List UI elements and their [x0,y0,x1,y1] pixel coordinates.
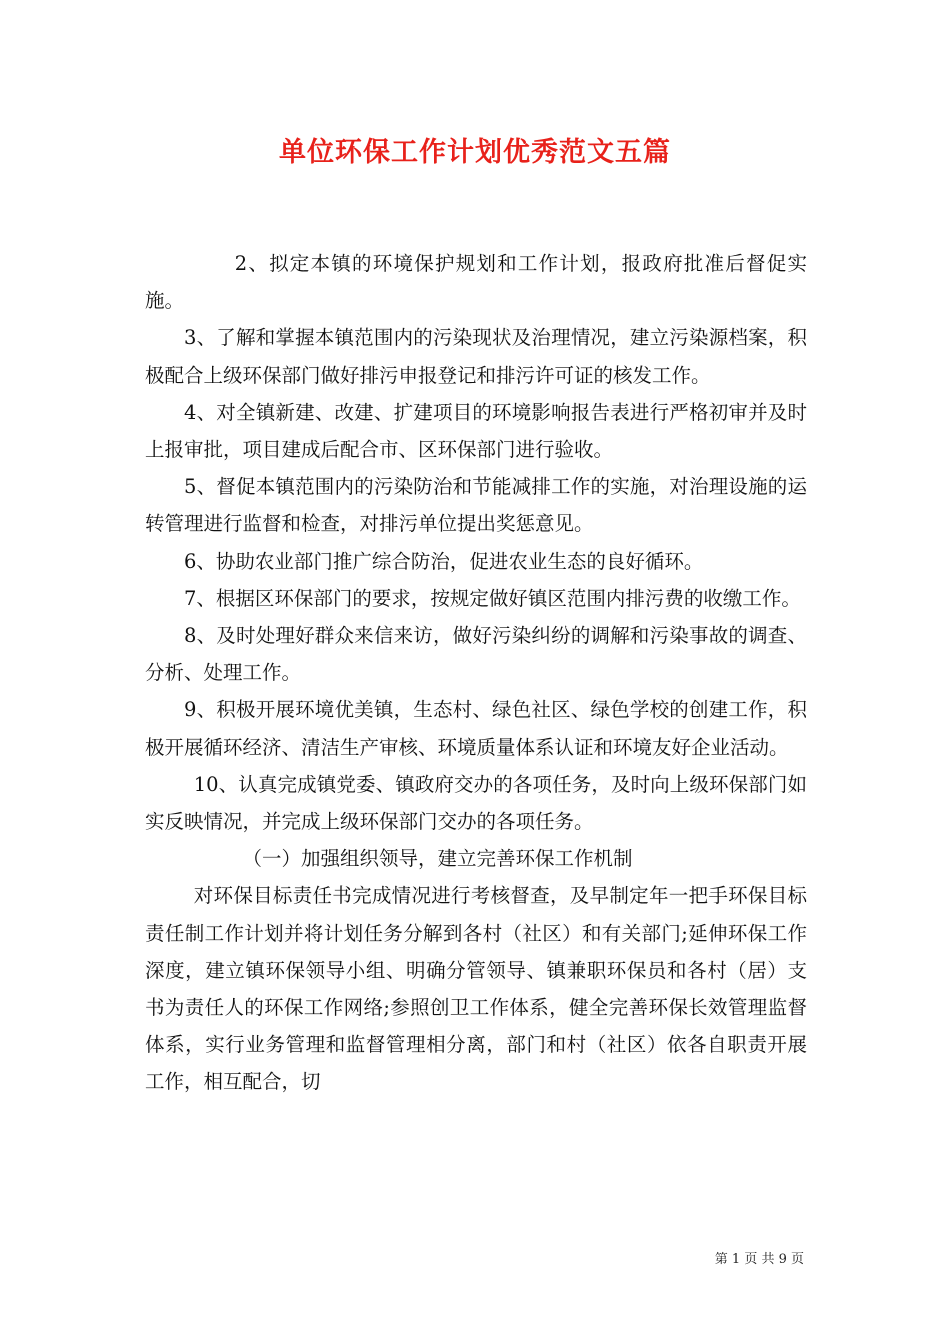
paragraph-item-8: 8、及时处理好群众来信来访，做好污染纠纷的调解和污染事故的调查、分析、处理工作。 [145,624,807,685]
section-heading: （一）加强组织领导，建立完善环保工作机制 [242,847,633,871]
paragraph-item-3: 3、了解和掌握本镇范围内的污染现状及治理情况，建立污染源档案，积极配合上级环保部门做好排污申报登记和排污许可证的核发工作。 [145,326,807,387]
paragraph-item-7: 7、根据区环保部门的要求，按规定做好镇区范围内排污费的收缴工作。 [184,586,801,610]
paragraph-item-2: 2、拟定本镇的环境保护规划和工作计划，报政府批准后督促实施。 [145,252,807,313]
paragraph-item-5: 5、督促本镇范围内的污染防治和节能减排工作的实施，对治理设施的运转管理进行监督和检查，对排污单位提出奖惩意见。 [145,475,807,536]
page-number: 第 1 页 共 9 页 [714,1252,804,1267]
section-body: 对环保目标责任书完成情况进行考核督查，及早制定年一把手环保目标责任制工作计划并将计划任务分解到各村（社区）和有关部门;延伸环保工作深度，建立镇环保领导小组、明确分管领导、镇兼职环保员和各村（居）支书为责任人的环保工作网络;参照创卫工作体系，健全完善环保长效管理监督体系，实行业务管理和监督管理相分离，部门和村（社区）依各自职责开展工作，相互配合，切 [145,884,807,1094]
paragraph-item-10: 10、认真完成镇党委、镇政府交办的各项任务，及时向上级环保部门如实反映情况，并完成上级环保部门交办的各项任务。 [145,772,807,834]
document-body [145,245,807,1101]
paragraph-item-4: 4、对全镇新建、改建、扩建项目的环境影响报告表进行严格初审并及时上报审批，项目建成后配合市、区环保部门进行验收。 [145,400,807,462]
paragraph-item-9: 9、积极开展环境优美镇，生态村、绿色社区、绿色学校的创建工作，积极开展循环经济、清洁生产审核、环境质量体系认证和环境友好企业活动。 [145,698,807,759]
paragraph-item-6: 6、协助农业部门推广综合防治，促进农业生态的良好循环。 [184,549,704,573]
document-title: 单位环保工作计划优秀范文五篇 [279,137,671,168]
